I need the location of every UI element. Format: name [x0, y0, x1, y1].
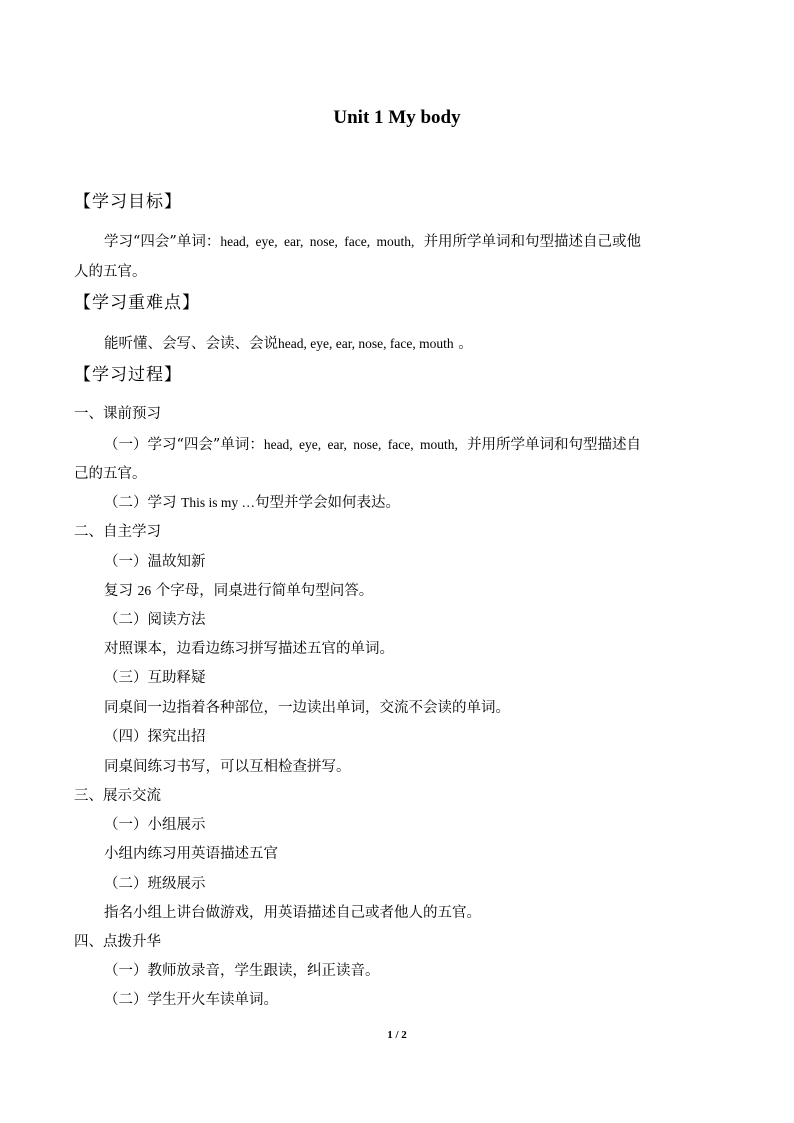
- part2-sub1-text: [104, 581, 373, 601]
- part3-title: 三、展示交流: [74, 788, 161, 804]
- part2-sub1-text-a: 复习: [104, 583, 133, 599]
- goals-text-cn: 学习“四会”单词：: [104, 234, 221, 250]
- key-points-heading: 【学习重难点】: [74, 293, 200, 313]
- goals-text-line2: 人的五官。: [74, 264, 147, 280]
- key-points-text-en: head, eye, ear, nose, face, mouth: [278, 336, 454, 351]
- goals-text-cn2: 并用所学单词和句型描述自己或他: [423, 234, 642, 250]
- part1-item2-cn: （二）学习: [104, 495, 177, 511]
- part1-item1-line2: 己的五官。: [74, 466, 147, 482]
- key-points-text: [104, 334, 473, 354]
- part2-sub4-text: 同桌间练习书写，可以互相检查拼写。: [104, 759, 351, 775]
- part3-sub2-title: （二）班级展示: [104, 876, 206, 892]
- part1-title: 一、课前预习: [74, 406, 161, 422]
- part4-item2: （二）学生开火车读单词。: [104, 992, 278, 1008]
- goals-text-line1: [104, 232, 641, 252]
- part1-item1-cn2: 并用所学单词和句型描述自: [467, 437, 642, 453]
- part2-sub2-title: （二）阅读方法: [104, 612, 206, 628]
- page-number: 1 / 2: [387, 1029, 407, 1041]
- goals-text-en: head, eye, ear, nose, face, mouth,: [220, 234, 415, 249]
- goals-heading: 【学习目标】: [74, 192, 182, 212]
- part4-title: 四、点拨升华: [74, 934, 161, 950]
- key-points-text-cn: 能听懂、会写、会读、会说: [104, 336, 278, 352]
- part2-sub1-text-b: 个字母，同桌进行简单句型问答。: [155, 583, 374, 599]
- key-points-text-end: 。: [458, 336, 473, 352]
- part2-sub3-text: 同桌间一边指着各种部位，一边读出单词，交流不会读的单词。: [104, 700, 510, 716]
- part1-item1: [104, 435, 641, 455]
- process-heading: 【学习过程】: [74, 365, 182, 385]
- part2-sub1-title: （一）温故知新: [104, 554, 206, 570]
- part3-sub2-text: 指名小组上讲台做游戏，用英语描述自己或者他人的五官。: [104, 905, 481, 921]
- part1-item1-cn: （一）学习“四会”单词：: [104, 437, 264, 453]
- part4-item1: （一）教师放录音，学生跟读，纠正读音。: [104, 963, 380, 979]
- part2-sub1-text-num: 26: [137, 583, 152, 598]
- part2-title: 二、自主学习: [74, 524, 161, 540]
- part1-item2-cn2: 句型并学会如何表达。: [255, 495, 400, 511]
- part1-item2: [104, 493, 400, 513]
- part1-item2-en: This is my …: [181, 495, 255, 510]
- part3-sub1-text: 小组内练习用英语描述五官: [104, 846, 278, 862]
- part2-sub3-title: （三）互助释疑: [104, 670, 206, 686]
- part2-sub2-text: 对照课本，边看边练习拼写描述五官的单词。: [104, 641, 394, 657]
- part1-item1-en: head, eye, ear, nose, face, mouth,: [263, 437, 458, 452]
- document-title: Unit 1 My body: [333, 107, 461, 128]
- part2-sub4-title: （四）探究出招: [104, 729, 206, 745]
- part3-sub1-title: （一）小组展示: [104, 817, 206, 833]
